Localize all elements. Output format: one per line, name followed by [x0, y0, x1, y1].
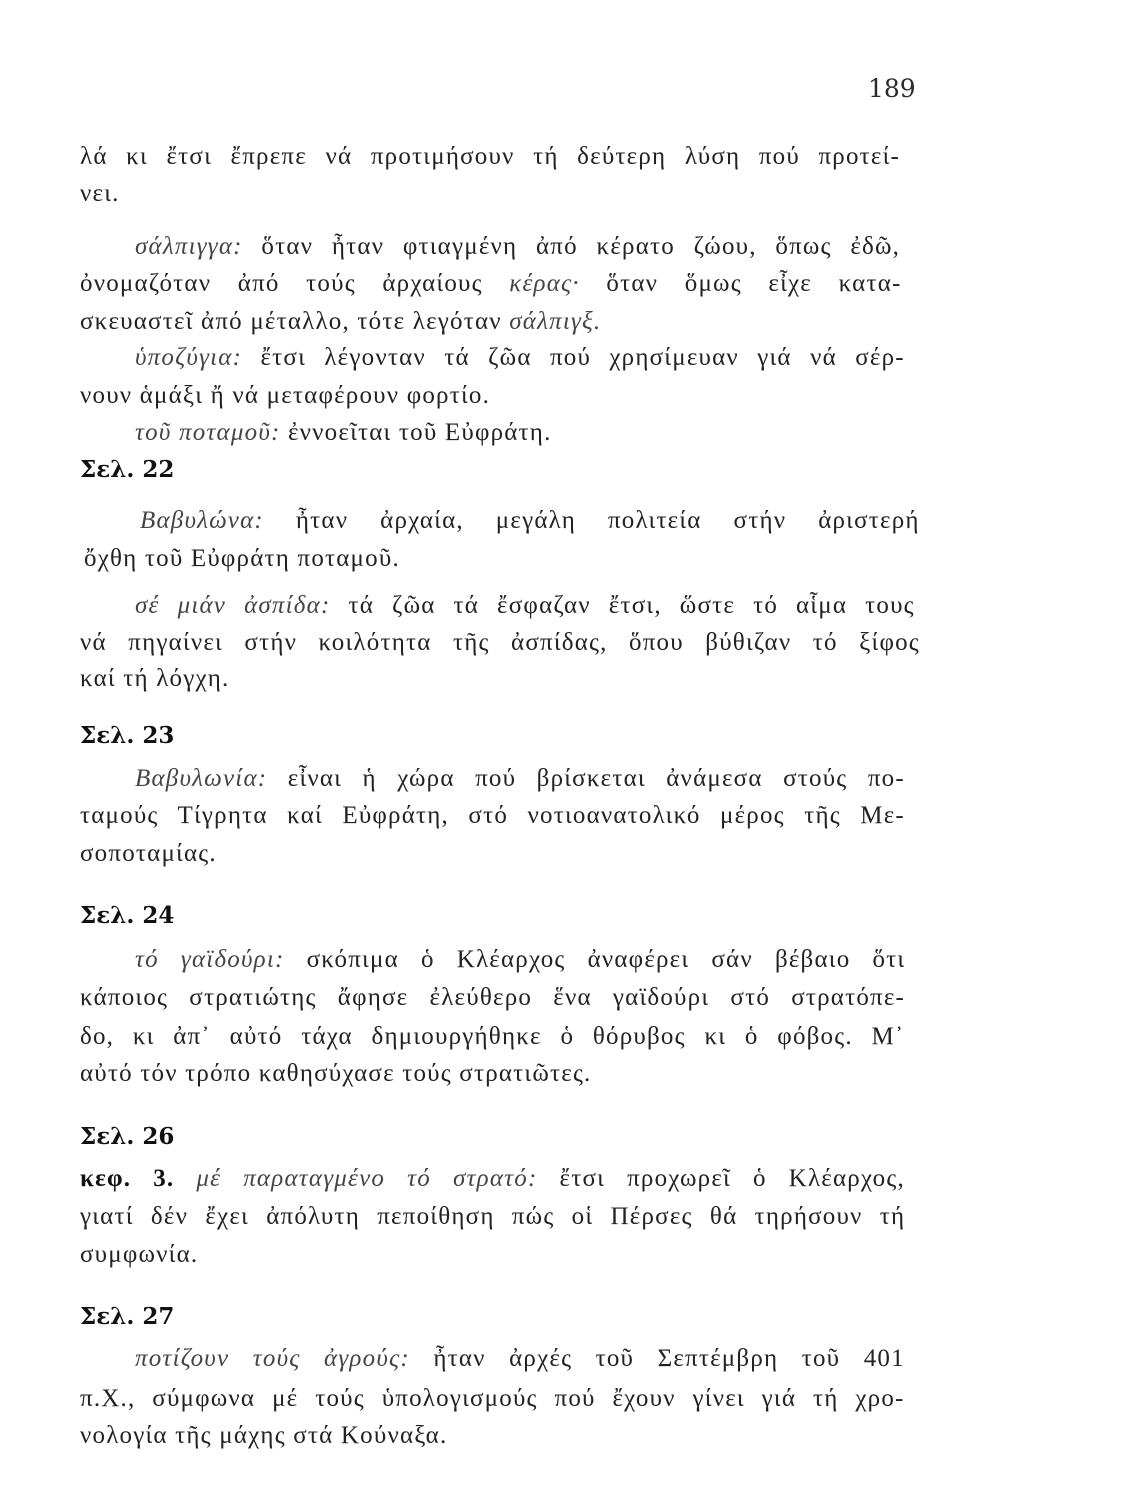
text-segment: σοποταμίας. — [80, 840, 217, 867]
page-number: 189 — [868, 74, 916, 103]
text-segment: σκόπιμα ὁ Κλέαρχος ἀναφέρει σάν βέβαιο ὅτι — [284, 946, 906, 973]
text-segment: ὅταν ἦταν φτιαγμένη ἀπό κέρατο ζώου, ὅπως ἐδῶ, — [242, 233, 901, 260]
text-line — [135, 233, 900, 261]
text-line — [80, 270, 902, 298]
italic-term: μέ παραταγμένο τό στρατό: — [196, 1165, 538, 1192]
text-segment: δο, κι ἀπ᾽ αὐτό τάχα δημιουργήθηκε ὁ θόρυβος κι ὁ φόβος. Μ᾽ — [80, 1023, 905, 1050]
italic-term: σέ μιάν ἀσπίδα: — [135, 592, 331, 619]
text-line — [80, 1060, 592, 1088]
text-segment: ἐννοεῖται τοῦ Εὐφράτη. — [280, 419, 552, 446]
text-segment: λά κι ἔτσι ἔπρεπε νά προτιμήσουν τή δεύτερη λύση πού προτεί- — [80, 143, 901, 170]
italic-term: τοῦ ποταμοῦ: — [135, 419, 281, 446]
text-segment: νει. — [80, 180, 120, 207]
text-line — [80, 1203, 905, 1231]
text-segment: γιατί δέν ἔχει ἀπόλυτη πεποίθηση πώς οἱ Πέρσες θά τηρήσουν τή — [80, 1203, 906, 1230]
italic-term: σάλπιγξ. — [509, 308, 602, 335]
italic-term: ὑποζύγια: — [135, 344, 243, 371]
text-line — [80, 308, 601, 336]
text-segment: νά πηγαίνει στήν κοιλότητα τῆς ἀσπίδας, ὅπου βύθιζαν τό ξίφος — [80, 629, 920, 656]
italic-term: Βαβυλώνα: — [140, 507, 264, 534]
italic-term: ποτίζουν τούς ἀγρούς: — [135, 1345, 410, 1372]
text-line — [135, 765, 905, 793]
text-line — [80, 382, 490, 410]
text-segment — [174, 1165, 196, 1192]
text-segment: εἶναι ἡ χώρα πού βρίσκεται ἀνάμεσα στούς πο- — [267, 765, 905, 792]
text-segment: π.Χ., σύμφωνα μέ τούς ὑπολογισμούς πού ἔχουν γίνει γιά τή χρο- — [80, 1385, 905, 1412]
bold-label: κεφ. 3. — [80, 1165, 175, 1192]
text-line — [80, 840, 217, 868]
text-line — [80, 1241, 198, 1269]
text-line — [80, 984, 905, 1012]
section-heading — [80, 1123, 174, 1150]
text-line — [80, 665, 230, 693]
text-segment: ὅταν ὅμως εἶχε κατα- — [579, 270, 902, 297]
text-line — [84, 545, 400, 573]
italic-term: σάλπιγγα: — [135, 233, 243, 260]
text-line — [80, 1023, 905, 1051]
text-line — [140, 507, 920, 535]
heading-text: Σελ. 23 — [80, 722, 175, 749]
heading-text: Σελ. 27 — [80, 1303, 175, 1330]
text-line — [135, 592, 915, 620]
text-line — [135, 946, 905, 974]
italic-term: κέρας· — [509, 270, 580, 297]
text-segment: ἦταν ἀρχές τοῦ Σεπτέμβρη τοῦ 401 — [409, 1345, 905, 1372]
text-line — [135, 1345, 905, 1373]
text-segment: κάποιος στρατιώτης ἄφησε ἐλεύθερο ἕνα γαϊδούρι στό στρατόπε- — [80, 984, 906, 1011]
text-segment: τά ζῶα τά ἔσφαζαν ἔτσι, ὥστε τό αἷμα τους — [330, 592, 915, 619]
section-heading — [80, 456, 174, 483]
text-line — [80, 629, 920, 657]
text-segment: αὐτό τόν τρόπο καθησύχασε τούς στρατιῶτες. — [80, 1060, 592, 1087]
heading-text: Σελ. 24 — [80, 902, 175, 929]
text-segment: ὄχθη τοῦ Εὐφράτη ποταμοῦ. — [84, 545, 400, 572]
text-segment: ταμούς Τίγρητα καί Εὐφράτη, στό νοτιοανατολικό μέρος τῆς Με- — [80, 802, 905, 829]
section-heading — [80, 1303, 174, 1330]
text-segment: καί τή λόγχη. — [80, 665, 230, 692]
text-segment: νουν ἁμάξι ἤ νά μεταφέρουν φορτίο. — [80, 382, 491, 409]
text-segment: ὀνομαζόταν ἀπό τούς ἀρχαίους — [80, 270, 510, 297]
heading-text: Σελ. 22 — [80, 456, 175, 483]
text-segment: ἦταν ἀρχαία, μεγάλη πολιτεία στήν ἀριστερή — [263, 507, 920, 534]
heading-text: Σελ. 26 — [80, 1123, 175, 1150]
text-line — [135, 419, 552, 447]
section-heading — [80, 722, 174, 749]
text-segment: συμφωνία. — [80, 1241, 199, 1268]
text-line — [80, 180, 120, 208]
text-line — [80, 1422, 447, 1450]
italic-term: Βαβυλωνία: — [135, 765, 268, 792]
text-segment: ἔτσι προχωρεῖ ὁ Κλέαρχος, — [537, 1165, 905, 1192]
text-segment: νολογία τῆς μάχης στά Κούναξα. — [80, 1422, 448, 1449]
italic-term: τό γαϊδούρι: — [135, 946, 285, 973]
text-line — [80, 143, 900, 171]
text-line — [80, 802, 905, 830]
text-line — [80, 1165, 905, 1193]
text-line — [80, 1385, 905, 1413]
section-heading — [80, 902, 174, 929]
text-line — [135, 344, 905, 372]
text-segment: ἔτσι λέγονταν τά ζῶα πού χρησίμευαν γιά νά σέρ- — [242, 344, 905, 371]
text-segment: σκευαστεῖ ἀπό μέταλλο, τότε λεγόταν — [80, 308, 510, 335]
